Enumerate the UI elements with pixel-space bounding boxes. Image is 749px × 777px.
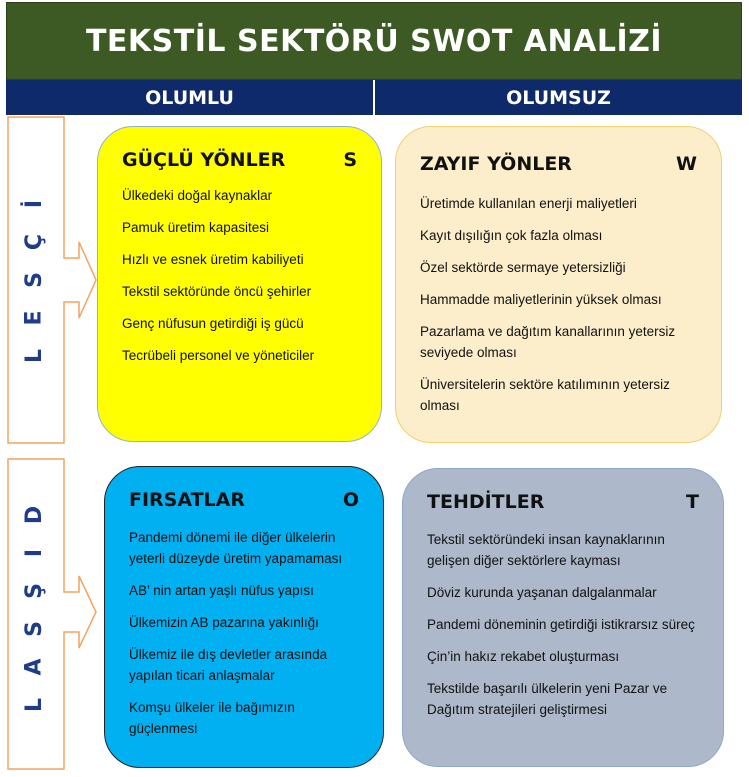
- opportunities-header: [129, 489, 359, 511]
- list-item: Kayıt dışılığın çok fazla olması: [420, 228, 603, 243]
- column-header-negative: OLUMSUZ: [375, 80, 742, 115]
- list-item: Özel sektörde sermaye yetersizliği: [420, 260, 626, 275]
- weaknesses-header: [420, 153, 697, 175]
- side-letter: S: [21, 621, 47, 637]
- strengths-box: [97, 126, 382, 442]
- threats-header: [427, 491, 699, 513]
- opportunities-list: [129, 527, 359, 739]
- list-item: Ülkemiz ile dış devletler arasında yapılan ticari anlaşmalar: [129, 647, 328, 683]
- title-bar: [6, 2, 742, 80]
- column-header-row: [6, 80, 742, 115]
- side-letter: I: [22, 548, 47, 558]
- list-item: Döviz kurunda yaşanan dalgalanmalar: [427, 585, 657, 600]
- side-letter: Ç: [22, 233, 47, 251]
- external-row-label: [10, 505, 60, 713]
- list-item: Çin’in hakız rekabet oluşturması: [427, 649, 620, 664]
- side-letter: S: [21, 272, 47, 288]
- list-item: Hızlı ve esnek üretim kabiliyeti: [122, 252, 304, 267]
- weaknesses-letter: W: [676, 153, 697, 175]
- weaknesses-title: ZAYIF YÖNLER: [420, 153, 572, 175]
- list-item: Ülkedeki doğal kaynaklar: [122, 188, 273, 203]
- list-item: Ülkemizin AB pazarına yakınlığı: [129, 615, 319, 630]
- threats-box: [402, 468, 724, 767]
- list-item: Genç nüfusun getirdiği iş gücü: [122, 316, 304, 331]
- side-letter: İ: [22, 199, 47, 209]
- opportunities-box: [104, 466, 384, 768]
- threats-title: TEHDİTLER: [427, 491, 545, 513]
- list-item: Tekstil sektöründe öncü şehirler: [122, 284, 312, 299]
- column-header-positive: OLUMLU: [6, 80, 375, 115]
- list-item: Tecrübeli personel ve yöneticiler: [122, 348, 315, 363]
- weaknesses-list: [420, 193, 697, 416]
- strengths-letter: S: [343, 149, 357, 171]
- strengths-title: GÜÇLÜ YÖNLER: [122, 149, 286, 171]
- opportunities-letter: O: [342, 489, 359, 511]
- side-letter: A: [22, 658, 47, 676]
- page-title: TEKSTİL SEKTÖRÜ SWOT ANALİZİ: [85, 23, 663, 59]
- list-item: Üniversitelerin sektöre katılımının yetersiz olması: [420, 377, 670, 413]
- side-letter: L: [22, 348, 47, 364]
- list-item: Hammadde maliyetlerinin yüksek olması: [420, 292, 662, 307]
- list-item: Pamuk üretim kapasitesi: [122, 220, 270, 235]
- weaknesses-box: [395, 126, 722, 443]
- list-item: AB’ nin artan yaşlı nüfus yapısı: [129, 583, 314, 598]
- list-item: Üretimde kullanılan enerji maliyetleri: [420, 196, 637, 211]
- strengths-list: [122, 185, 357, 366]
- side-letter: Ş: [21, 583, 47, 599]
- list-item: Pazarlama ve dağıtım kanallarının yetersiz seviyede olması: [420, 324, 676, 360]
- strengths-header: [122, 149, 357, 171]
- internal-row-label: [10, 190, 60, 370]
- opportunities-title: FIRSATLAR: [129, 489, 245, 511]
- list-item: Tekstilde başarılı ülkelerin yeni Pazar ve Dağıtım stratejileri geliştirmesi: [427, 681, 668, 717]
- side-letter: D: [21, 505, 47, 525]
- list-item: Pandemi döneminin getirdiği istikrarsız süreç: [427, 617, 695, 632]
- list-item: Komşu ülkeler ile bağımızın güçlenmesi: [129, 700, 295, 736]
- threats-letter: T: [686, 491, 699, 513]
- list-item: Tekstil sektöründeki insan kaynaklarının gelişen diğer sektörlere kayması: [427, 532, 665, 568]
- list-item: Pandemi dönemi ile diğer ülkelerin yeterli düzeyde üretim yapamaması: [129, 530, 343, 566]
- side-letter: L: [22, 697, 47, 713]
- side-letter: E: [22, 310, 47, 326]
- threats-list: [427, 529, 699, 720]
